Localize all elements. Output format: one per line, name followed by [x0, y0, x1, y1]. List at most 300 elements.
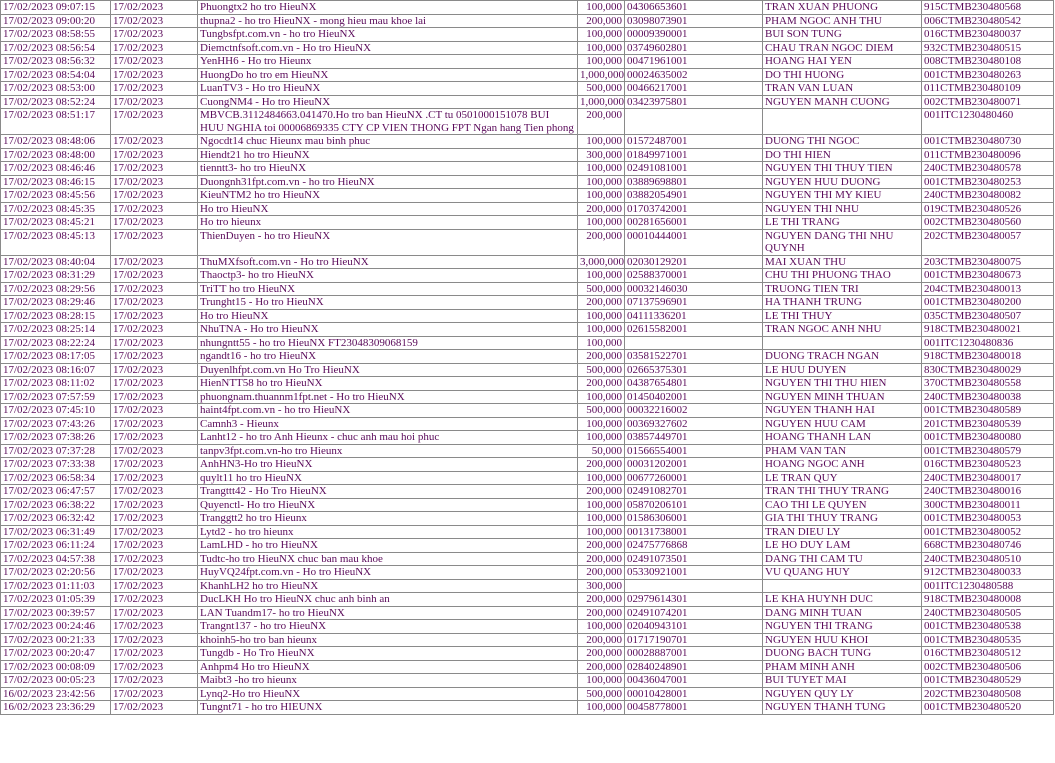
table-row: [1, 404, 1054, 418]
account-number-cell: 00281656001: [625, 216, 763, 230]
account-number-cell: 03882054901: [625, 189, 763, 203]
amount-cell: 200,000: [578, 552, 625, 566]
account-number-cell: [625, 109, 763, 135]
amount-cell: 500,000: [578, 687, 625, 701]
effective-date-cell: 17/02/2023: [111, 363, 198, 377]
account-number-cell: 03857449701: [625, 431, 763, 445]
amount-cell: 500,000: [578, 282, 625, 296]
account-number-cell: 00466217001: [625, 82, 763, 96]
reference-code-cell: 002CTMB230480071: [922, 95, 1054, 109]
transaction-time-cell: 17/02/2023 07:37:28: [1, 444, 111, 458]
transaction-time-cell: 17/02/2023 08:29:56: [1, 282, 111, 296]
transfer-description-cell: Tungnt71 - ho tro HIEUNX: [198, 701, 578, 715]
table-row: [1, 620, 1054, 634]
effective-date-cell: 17/02/2023: [111, 606, 198, 620]
amount-cell: 100,000: [578, 189, 625, 203]
account-holder-cell: DANG MINH TUAN: [763, 606, 922, 620]
reference-code-cell: 001CTMB230480673: [922, 269, 1054, 283]
amount-cell: 1,000,000: [578, 68, 625, 82]
amount-cell: 200,000: [578, 485, 625, 499]
transfer-description-cell: YenHH6 - Ho tro Hieunx: [198, 55, 578, 69]
reference-code-cell: 918CTMB230480008: [922, 593, 1054, 607]
account-number-cell: 00458778001: [625, 701, 763, 715]
account-number-cell: 03889698801: [625, 175, 763, 189]
reference-code-cell: 001CTMB230480579: [922, 444, 1054, 458]
transaction-time-cell: 17/02/2023 08:52:24: [1, 95, 111, 109]
amount-cell: 100,000: [578, 620, 625, 634]
effective-date-cell: 17/02/2023: [111, 216, 198, 230]
account-number-cell: 03098073901: [625, 14, 763, 28]
account-holder-cell: NGUYEN HUU KHOI: [763, 633, 922, 647]
account-number-cell: 03581522701: [625, 350, 763, 364]
table-row: [1, 229, 1054, 255]
transaction-time-cell: 17/02/2023 08:58:55: [1, 28, 111, 42]
table-row: [1, 498, 1054, 512]
table-row: [1, 255, 1054, 269]
transaction-time-cell: 17/02/2023 08:54:04: [1, 68, 111, 82]
effective-date-cell: 17/02/2023: [111, 82, 198, 96]
transaction-time-cell: 17/02/2023 08:29:46: [1, 296, 111, 310]
account-number-cell: 03749602801: [625, 41, 763, 55]
reference-code-cell: 240CTMB230480082: [922, 189, 1054, 203]
account-number-cell: 02491073501: [625, 552, 763, 566]
transaction-time-cell: 17/02/2023 08:48:06: [1, 135, 111, 149]
effective-date-cell: 17/02/2023: [111, 14, 198, 28]
table-row: [1, 216, 1054, 230]
account-holder-cell: TRAN VAN LUAN: [763, 82, 922, 96]
table-row: [1, 417, 1054, 431]
transfer-description-cell: nhungntt55 - ho tro HieuNX FT23048309068159: [198, 336, 578, 350]
table-row: [1, 552, 1054, 566]
account-holder-cell: CHU THI PHUONG THAO: [763, 269, 922, 283]
amount-cell: 200,000: [578, 202, 625, 216]
table-row: [1, 28, 1054, 42]
amount-cell: 200,000: [578, 633, 625, 647]
table-row: [1, 674, 1054, 688]
effective-date-cell: 17/02/2023: [111, 431, 198, 445]
account-number-cell: 02840248901: [625, 660, 763, 674]
transaction-time-cell: 17/02/2023 08:25:14: [1, 323, 111, 337]
amount-cell: 100,000: [578, 269, 625, 283]
effective-date-cell: 17/02/2023: [111, 701, 198, 715]
transaction-time-cell: 17/02/2023 08:51:17: [1, 109, 111, 135]
reference-code-cell: 204CTMB230480013: [922, 282, 1054, 296]
reference-code-cell: 016CTMB230480037: [922, 28, 1054, 42]
transfer-description-cell: NhuTNA - Ho tro HieuNX: [198, 323, 578, 337]
transfer-description-cell: DucLKH Ho tro HieuNX chuc anh binh an: [198, 593, 578, 607]
table-row: [1, 189, 1054, 203]
transfer-description-cell: ThuMXfsoft.com.vn - Ho tro HieuNX: [198, 255, 578, 269]
transaction-time-cell: 17/02/2023 00:05:23: [1, 674, 111, 688]
reference-code-cell: 918CTMB230480021: [922, 323, 1054, 337]
table-row: [1, 377, 1054, 391]
amount-cell: 500,000: [578, 82, 625, 96]
transaction-time-cell: 17/02/2023 08:40:04: [1, 255, 111, 269]
amount-cell: 100,000: [578, 309, 625, 323]
account-number-cell: 02030129201: [625, 255, 763, 269]
amount-cell: 200,000: [578, 350, 625, 364]
transaction-time-cell: 17/02/2023 00:39:57: [1, 606, 111, 620]
effective-date-cell: 17/02/2023: [111, 444, 198, 458]
reference-code-cell: 001ITC1230480460: [922, 109, 1054, 135]
account-holder-cell: NGUYEN DANG THI NHU QUYNH: [763, 229, 922, 255]
table-row: [1, 525, 1054, 539]
account-holder-cell: NGUYEN HUU CAM: [763, 417, 922, 431]
account-number-cell: 02979614301: [625, 593, 763, 607]
amount-cell: 100,000: [578, 336, 625, 350]
account-holder-cell: TRAN NGOC ANH NHU: [763, 323, 922, 337]
table-row: [1, 309, 1054, 323]
transaction-time-cell: 17/02/2023 06:38:22: [1, 498, 111, 512]
transfer-description-cell: khoinh5-ho tro ban hieunx: [198, 633, 578, 647]
effective-date-cell: 17/02/2023: [111, 552, 198, 566]
transaction-rows: [1, 1, 1054, 715]
account-holder-cell: VU QUANG HUY: [763, 566, 922, 580]
reference-code-cell: 932CTMB230480515: [922, 41, 1054, 55]
transfer-description-cell: Trangnt137 - ho tro HieuNX: [198, 620, 578, 634]
transfer-description-cell: Hiendt21 ho tro HieuNX: [198, 148, 578, 162]
account-number-cell: 00131738001: [625, 525, 763, 539]
table-row: [1, 109, 1054, 135]
transfer-description-cell: Trunght15 - Ho tro HieuNX: [198, 296, 578, 310]
transaction-time-cell: 17/02/2023 01:05:39: [1, 593, 111, 607]
effective-date-cell: 17/02/2023: [111, 620, 198, 634]
account-holder-cell: [763, 336, 922, 350]
account-holder-cell: GIA THI THUY TRANG: [763, 512, 922, 526]
transaction-time-cell: 17/02/2023 08:56:32: [1, 55, 111, 69]
account-holder-cell: DO THI HUONG: [763, 68, 922, 82]
account-holder-cell: NGUYEN THI THU HIEN: [763, 377, 922, 391]
account-holder-cell: LE TRAN QUY: [763, 471, 922, 485]
transfer-description-cell: AnhHN3-Ho tro HieuNX: [198, 458, 578, 472]
effective-date-cell: 17/02/2023: [111, 189, 198, 203]
effective-date-cell: 17/02/2023: [111, 633, 198, 647]
account-holder-cell: BUI TUYET MAI: [763, 674, 922, 688]
amount-cell: 200,000: [578, 296, 625, 310]
reference-code-cell: 300CTMB230480011: [922, 498, 1054, 512]
reference-code-cell: 240CTMB230480510: [922, 552, 1054, 566]
account-number-cell: 05330921001: [625, 566, 763, 580]
reference-code-cell: 016CTMB230480512: [922, 647, 1054, 661]
transaction-time-cell: 17/02/2023 08:17:05: [1, 350, 111, 364]
account-number-cell: 04111336201: [625, 309, 763, 323]
amount-cell: 100,000: [578, 674, 625, 688]
account-holder-cell: LE THI TRANG: [763, 216, 922, 230]
reference-code-cell: 915CTMB230480568: [922, 1, 1054, 15]
transaction-time-cell: 17/02/2023 08:45:56: [1, 189, 111, 203]
transaction-time-cell: 17/02/2023 08:46:15: [1, 175, 111, 189]
transaction-time-cell: 17/02/2023 08:45:21: [1, 216, 111, 230]
transfer-description-cell: tienntt3- ho tro HieuNX: [198, 162, 578, 176]
account-number-cell: 01450402001: [625, 390, 763, 404]
table-row: [1, 95, 1054, 109]
table-row: [1, 647, 1054, 661]
reference-code-cell: 008CTMB230480108: [922, 55, 1054, 69]
account-holder-cell: NGUYEN MANH CUONG: [763, 95, 922, 109]
amount-cell: 200,000: [578, 660, 625, 674]
transfer-description-cell: Ho tro HieuNX: [198, 309, 578, 323]
table-row: [1, 55, 1054, 69]
effective-date-cell: 17/02/2023: [111, 323, 198, 337]
reference-code-cell: 011CTMB230480096: [922, 148, 1054, 162]
effective-date-cell: 17/02/2023: [111, 296, 198, 310]
amount-cell: 100,000: [578, 323, 625, 337]
account-number-cell: 01717190701: [625, 633, 763, 647]
table-row: [1, 282, 1054, 296]
account-holder-cell: BUI SON TUNG: [763, 28, 922, 42]
table-row: [1, 458, 1054, 472]
amount-cell: 200,000: [578, 377, 625, 391]
table-row: [1, 579, 1054, 593]
effective-date-cell: 17/02/2023: [111, 269, 198, 283]
transfer-description-cell: Diemctnfsoft.com.vn - Ho tro HieuNX: [198, 41, 578, 55]
account-holder-cell: NGUYEN THI THUY TIEN: [763, 162, 922, 176]
amount-cell: 300,000: [578, 579, 625, 593]
amount-cell: 200,000: [578, 593, 625, 607]
transaction-time-cell: 17/02/2023 06:31:49: [1, 525, 111, 539]
transaction-time-cell: 17/02/2023 08:48:00: [1, 148, 111, 162]
table-row: [1, 431, 1054, 445]
table-row: [1, 444, 1054, 458]
account-number-cell: 00031202001: [625, 458, 763, 472]
account-holder-cell: [763, 109, 922, 135]
reference-code-cell: 240CTMB230480578: [922, 162, 1054, 176]
table-row: [1, 485, 1054, 499]
transfer-description-cell: HienNTT58 ho tro HieuNX: [198, 377, 578, 391]
effective-date-cell: 17/02/2023: [111, 41, 198, 55]
effective-date-cell: 17/02/2023: [111, 647, 198, 661]
amount-cell: 200,000: [578, 647, 625, 661]
effective-date-cell: 17/02/2023: [111, 471, 198, 485]
effective-date-cell: 17/02/2023: [111, 377, 198, 391]
account-holder-cell: PHAM NGOC ANH THU: [763, 14, 922, 28]
table-row: [1, 606, 1054, 620]
account-holder-cell: LE HO DUY LAM: [763, 539, 922, 553]
reference-code-cell: 001CTMB230480730: [922, 135, 1054, 149]
table-row: [1, 323, 1054, 337]
reference-code-cell: 240CTMB230480017: [922, 471, 1054, 485]
transfer-description-cell: haint4fpt.com.vn - ho tro HieuNX: [198, 404, 578, 418]
transfer-description-cell: Ho tro HieuNX: [198, 202, 578, 216]
effective-date-cell: 17/02/2023: [111, 282, 198, 296]
account-holder-cell: TRAN XUAN PHUONG: [763, 1, 922, 15]
transaction-time-cell: 17/02/2023 00:08:09: [1, 660, 111, 674]
effective-date-cell: 17/02/2023: [111, 539, 198, 553]
transfer-description-cell: phuongnam.thuannm1fpt.net - Ho tro HieuNX: [198, 390, 578, 404]
effective-date-cell: 17/02/2023: [111, 109, 198, 135]
effective-date-cell: 17/02/2023: [111, 202, 198, 216]
table-row: [1, 1, 1054, 15]
transfer-description-cell: tanpv3fpt.com.vn-ho tro Hieunx: [198, 444, 578, 458]
reference-code-cell: 002CTMB230480506: [922, 660, 1054, 674]
account-number-cell: 02491081001: [625, 162, 763, 176]
table-row: [1, 471, 1054, 485]
transfer-description-cell: ThienDuyen - ho tro HieuNX: [198, 229, 578, 255]
effective-date-cell: 17/02/2023: [111, 485, 198, 499]
account-holder-cell: NGUYEN THANH HAI: [763, 404, 922, 418]
amount-cell: 100,000: [578, 525, 625, 539]
transaction-time-cell: 17/02/2023 04:57:38: [1, 552, 111, 566]
transfer-description-cell: Lanht12 - ho tro Anh Hieunx - chuc anh mau hoi phuc: [198, 431, 578, 445]
reference-code-cell: 001CTMB230480263: [922, 68, 1054, 82]
reference-code-cell: 201CTMB230480539: [922, 417, 1054, 431]
account-number-cell: 02491082701: [625, 485, 763, 499]
transfer-description-cell: ngandt16 - ho tro HieuNX: [198, 350, 578, 364]
account-number-cell: 04387654801: [625, 377, 763, 391]
transaction-time-cell: 17/02/2023 08:53:00: [1, 82, 111, 96]
transaction-time-cell: 16/02/2023 23:42:56: [1, 687, 111, 701]
account-number-cell: 00010428001: [625, 687, 763, 701]
transaction-time-cell: 17/02/2023 01:11:03: [1, 579, 111, 593]
effective-date-cell: 17/02/2023: [111, 687, 198, 701]
account-number-cell: 01849971001: [625, 148, 763, 162]
table-row: [1, 336, 1054, 350]
amount-cell: 100,000: [578, 55, 625, 69]
transaction-time-cell: 17/02/2023 07:45:10: [1, 404, 111, 418]
reference-code-cell: 016CTMB230480523: [922, 458, 1054, 472]
account-holder-cell: LE HUU DUYEN: [763, 363, 922, 377]
account-holder-cell: NGUYEN THI MY KIEU: [763, 189, 922, 203]
account-holder-cell: NGUYEN THI TRANG: [763, 620, 922, 634]
account-holder-cell: HOANG HAI YEN: [763, 55, 922, 69]
effective-date-cell: 17/02/2023: [111, 175, 198, 189]
transfer-description-cell: Camnh3 - Hieunx: [198, 417, 578, 431]
account-holder-cell: DUONG BACH TUNG: [763, 647, 922, 661]
transaction-time-cell: 17/02/2023 00:20:47: [1, 647, 111, 661]
account-number-cell: 01572487001: [625, 135, 763, 149]
account-holder-cell: CAO THI LE QUYEN: [763, 498, 922, 512]
effective-date-cell: 17/02/2023: [111, 525, 198, 539]
effective-date-cell: 17/02/2023: [111, 417, 198, 431]
transaction-time-cell: 17/02/2023 08:45:35: [1, 202, 111, 216]
transfer-description-cell: Lytd2 - ho tro hieunx: [198, 525, 578, 539]
account-number-cell: 07137596901: [625, 296, 763, 310]
reference-code-cell: 002CTMB230480560: [922, 216, 1054, 230]
transfer-description-cell: Thaoctp3- ho tro HieuNX: [198, 269, 578, 283]
amount-cell: 200,000: [578, 566, 625, 580]
amount-cell: 200,000: [578, 109, 625, 135]
transaction-time-cell: 17/02/2023 06:11:24: [1, 539, 111, 553]
account-holder-cell: CHAU TRAN NGOC DIEM: [763, 41, 922, 55]
amount-cell: 100,000: [578, 216, 625, 230]
amount-cell: 100,000: [578, 41, 625, 55]
account-holder-cell: [763, 579, 922, 593]
transfer-description-cell: Tudtc-ho tro HieuNX chuc ban mau khoe: [198, 552, 578, 566]
account-number-cell: 00032216002: [625, 404, 763, 418]
account-holder-cell: HA THANH TRUNG: [763, 296, 922, 310]
table-row: [1, 539, 1054, 553]
account-holder-cell: TRAN THI THUY TRANG: [763, 485, 922, 499]
transaction-time-cell: 17/02/2023 08:45:13: [1, 229, 111, 255]
reference-code-cell: 001CTMB230480589: [922, 404, 1054, 418]
amount-cell: 100,000: [578, 471, 625, 485]
transfer-description-cell: KhanhLH2 ho tro HieuNX: [198, 579, 578, 593]
account-number-cell: 02588370001: [625, 269, 763, 283]
amount-cell: 100,000: [578, 135, 625, 149]
effective-date-cell: 17/02/2023: [111, 229, 198, 255]
table-row: [1, 148, 1054, 162]
transfer-description-cell: LAN Tuandm17- ho tro HieuNX: [198, 606, 578, 620]
transfer-description-cell: Duyenlhfpt.com.vn Ho Tro HieuNX: [198, 363, 578, 377]
table-row: [1, 68, 1054, 82]
transaction-time-cell: 17/02/2023 08:46:46: [1, 162, 111, 176]
account-holder-cell: DUONG THI NGOC: [763, 135, 922, 149]
effective-date-cell: 17/02/2023: [111, 68, 198, 82]
transfer-description-cell: Tungbsfpt.com.vn - ho tro HieuNX: [198, 28, 578, 42]
amount-cell: 200,000: [578, 458, 625, 472]
effective-date-cell: 17/02/2023: [111, 1, 198, 15]
account-number-cell: 00369327602: [625, 417, 763, 431]
amount-cell: 1,000,000: [578, 95, 625, 109]
table-row: [1, 202, 1054, 216]
account-number-cell: 01703742001: [625, 202, 763, 216]
effective-date-cell: 17/02/2023: [111, 660, 198, 674]
amount-cell: 50,000: [578, 444, 625, 458]
amount-cell: 100,000: [578, 498, 625, 512]
account-number-cell: [625, 336, 763, 350]
effective-date-cell: 17/02/2023: [111, 579, 198, 593]
table-row: [1, 363, 1054, 377]
table-row: [1, 82, 1054, 96]
reference-code-cell: 240CTMB230480016: [922, 485, 1054, 499]
account-holder-cell: TRUONG TIEN TRI: [763, 282, 922, 296]
transaction-time-cell: 17/02/2023 08:11:02: [1, 377, 111, 391]
reference-code-cell: 001CTMB230480053: [922, 512, 1054, 526]
amount-cell: 200,000: [578, 14, 625, 28]
effective-date-cell: 17/02/2023: [111, 458, 198, 472]
transfer-description-cell: MBVCB.3112484663.041470.Ho tro ban HieuNX .CT tu 0501000151078 BUI HUU NGHIA toi 00006869335 CTY CP VIEN THONG FPT Ngan hang Tien phong: [198, 109, 578, 135]
account-number-cell: 01566554001: [625, 444, 763, 458]
reference-code-cell: 001CTMB230480253: [922, 175, 1054, 189]
table-row: [1, 687, 1054, 701]
account-holder-cell: NGUYEN THI NHU: [763, 202, 922, 216]
table-row: [1, 512, 1054, 526]
transfer-description-cell: TriTT ho tro HieuNX: [198, 282, 578, 296]
reference-code-cell: 001CTMB230480080: [922, 431, 1054, 445]
reference-code-cell: 011CTMB230480109: [922, 82, 1054, 96]
transaction-time-cell: 17/02/2023 06:32:42: [1, 512, 111, 526]
amount-cell: 100,000: [578, 390, 625, 404]
reference-code-cell: 370CTMB230480558: [922, 377, 1054, 391]
account-holder-cell: MAI XUAN THU: [763, 255, 922, 269]
account-number-cell: 00009390001: [625, 28, 763, 42]
reference-code-cell: 912CTMB230480033: [922, 566, 1054, 580]
transfer-description-cell: Anhpm4 Ho tro HieuNX: [198, 660, 578, 674]
transaction-time-cell: 17/02/2023 07:33:38: [1, 458, 111, 472]
reference-code-cell: 202CTMB230480508: [922, 687, 1054, 701]
reference-code-cell: 019CTMB230480526: [922, 202, 1054, 216]
account-holder-cell: LE THI THUY: [763, 309, 922, 323]
table-row: [1, 390, 1054, 404]
transfer-description-cell: Tungdb - Ho Tro HieuNX: [198, 647, 578, 661]
transfer-description-cell: quylt11 ho tro HieuNX: [198, 471, 578, 485]
transfer-description-cell: LuanTV3 - Ho tro HieuNX: [198, 82, 578, 96]
reference-code-cell: 001ITC1230480836: [922, 336, 1054, 350]
account-number-cell: [625, 579, 763, 593]
account-number-cell: 02615582001: [625, 323, 763, 337]
amount-cell: 500,000: [578, 363, 625, 377]
transfer-description-cell: Maibt3 -ho tro hieunx: [198, 674, 578, 688]
table-row: [1, 269, 1054, 283]
table-row: [1, 41, 1054, 55]
table-row: [1, 162, 1054, 176]
account-holder-cell: DO THI HIEN: [763, 148, 922, 162]
transfer-description-cell: HuongDo ho tro em HieuNX: [198, 68, 578, 82]
amount-cell: 100,000: [578, 512, 625, 526]
transfer-description-cell: LamLHD - ho tro HieuNX: [198, 539, 578, 553]
reference-code-cell: 830CTMB230480029: [922, 363, 1054, 377]
reference-code-cell: 001CTMB230480520: [922, 701, 1054, 715]
